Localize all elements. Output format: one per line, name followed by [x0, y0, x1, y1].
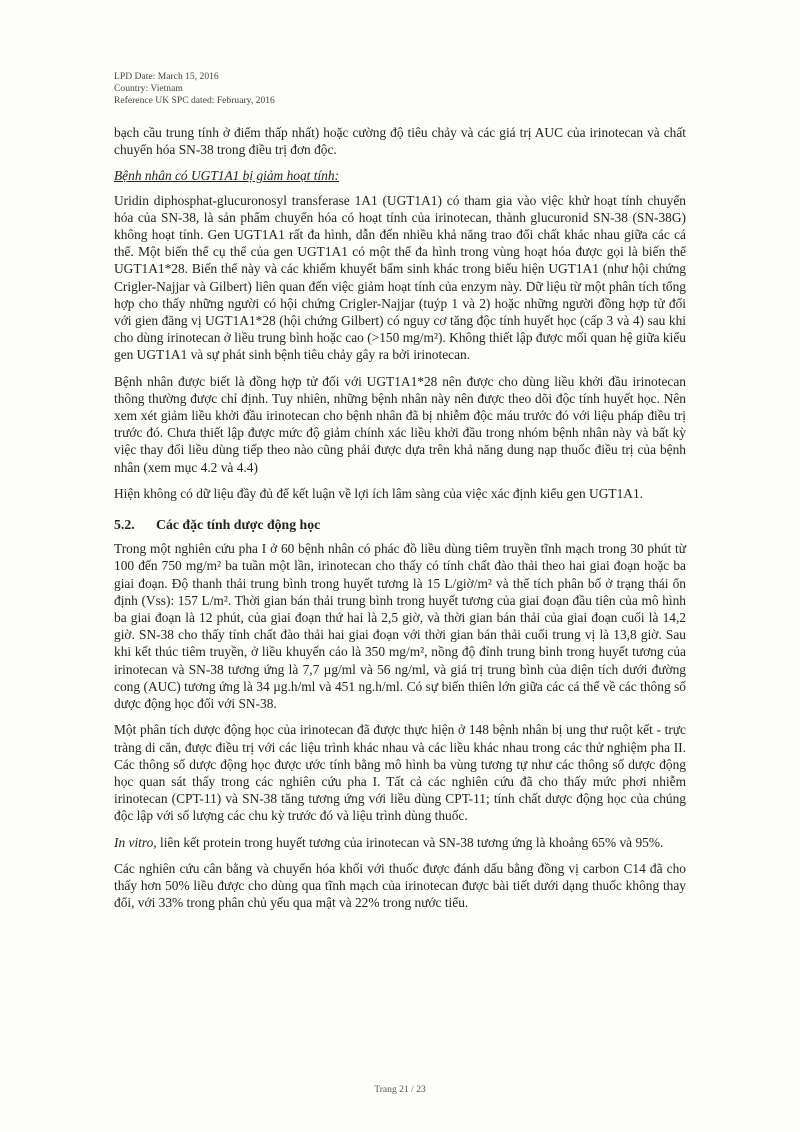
paragraph: Trong một nghiên cứu pha I ở 60 bệnh nhân có phác đồ liều dùng tiêm truyền tĩnh mạch trong 30 phút từ 100 đến 750 mg/m² ba tuần một lần, irinotecan cho thấy có tính chất đào thải theo hai giai đoạn hoặc ba giai đoạn. Độ thanh thải trung bình trong huyết tương là 15 L/giờ/m² và thể tích phân bố ở trạng thái ổn định (Vss): 157 L/m². Thời gian bán thải trung bình trong huyết tương của giai đoạn đầu tiên của mô hình ba giai đoạn là 12 phút, của giai đoạn thứ hai là 2,5 giờ, và thời gian bán thải của giai đoạn cuối là 14,2 giờ. SN-38 cho thấy tính chất đào thải hai giai đoạn với thời gian bán thải cuối trung vị là 13,8 giờ. Sau khi kết thúc tiêm truyền, ở liều khuyến cáo là 350 mg/m², nồng độ đỉnh trung bình trong huyết tương của irinotecan và SN-38 tương ứng là 7,7 µg/ml và 56 ng/ml, và giá trị trung bình của diện tích dưới đường cong (AUC) tương ứng là 34 µg.h/ml và 451 ng.h/ml. Có sự biến thiên lớn giữa các cá thể về các thông số dược động học đối với SN-38. — [114, 541, 686, 712]
document-body — [114, 124, 686, 920]
lpd-date: LPD Date: March 15, 2016 — [114, 71, 219, 82]
paragraph: bạch cầu trung tính ở điểm thấp nhất) hoặc cường độ tiêu chảy và các giá trị AUC của irinotecan và chất chuyển hóa SN-38 trong điều trị đơn độc. — [114, 125, 686, 158]
reference: Reference UK SPC dated: February, 2016 — [114, 94, 275, 106]
country: Country: Vietnam — [114, 82, 183, 94]
paragraph: Hiện không có dữ liệu đầy đủ để kết luận về lợi ích lâm sàng của việc xác định kiểu gen UGT1A1. — [114, 485, 643, 501]
section-heading — [114, 516, 686, 533]
document-header — [114, 71, 275, 106]
section-title: Các đặc tính dược động học — [156, 517, 321, 533]
paragraph — [114, 834, 686, 851]
page-number: Trang 21 / 23 — [374, 1084, 426, 1095]
section-number: 5.2. — [114, 517, 135, 533]
italic-term: In vitro — [114, 834, 154, 850]
paragraph: Bệnh nhân được biết là đồng hợp tử đối với UGT1A1*28 nên được cho dùng liều khởi đầu irinotecan thông thường được chỉ định. Tuy nhiên, những bệnh nhân này nên được theo dõi độc tính huyết học. Nên xem xét giảm liều khởi đầu irinotecan cho bệnh nhân đã bị nhiễm độc máu trước đó với liệu pháp điều trị trước đó. Chưa thiết lập được mức độ giảm chính xác liều khởi đầu trong nhóm bệnh nhân này và bất kỳ việc thay đổi liều dùng tiếp theo nào cũng phải được dựa trên khả năng dung nạp thuốc điều trị của bệnh nhân (xem mục 4.2 và 4.4) — [114, 373, 686, 475]
paragraph: Uridin diphosphat-glucuronosyl transferase 1A1 (UGT1A1) có tham gia vào việc khử hoạt tính chuyển hóa của SN-38, là sản phẩm chuyển hóa có hoạt tính của irinotecan, thành glucuronid SN-38 (SN-38G) không hoạt tính. Gen UGT1A1 rất đa hình, dẫn đến nhiều khả năng trao đổi chất khác nhau giữa các cá thể. Một biến thể cụ thể của gen UGT1A1 có một thể đa hình trong vùng hoạt hóa được gọi là biến thể UGT1A1*28. Biến thể này và các khiếm khuyết bẩm sinh khác trong biểu hiện UGT1A1 (như hội chứng Crigler-Najjar và Gilbert) liên quan đến việc giảm hoạt tính của enzym này. Dữ liệu từ một phân tích tổng hợp cho thấy những người có hội chứng Crigler-Najjar (tuýp 1 và 2) hoặc những người đồng hợp tử đối với gien đăng vị UGT1A1*28 (hội chứng Gilbert) có nguy cơ tăng độc tính huyết học (cấp 3 và 4) sau khi cho dùng irinotecan ở liều trung bình hoặc cao (>150 mg/m²). Không thiết lập được mối quan hệ giữa kiểu gen UGT1A1 và sự phát sinh bệnh tiêu chảy gây ra bởi irinotecan. — [114, 192, 686, 363]
subheading: Bệnh nhân có UGT1A1 bị giảm hoạt tính: — [114, 168, 340, 184]
paragraph: Các nghiên cứu cân bằng và chuyển hóa khối với thuốc được đánh dấu bằng đồng vị carbon C14 đã cho thấy hơn 50% liều được cho dùng qua tĩnh mạch của irinotecan được bài tiết dưới dạng thuốc không thay đổi, với 33% trong phân chủ yếu qua mật và 22% trong nước tiểu. — [114, 860, 686, 911]
paragraph-text: , liên kết protein trong huyết tương của irinotecan và SN-38 tương ứng là khoảng 65% và 95%. — [153, 834, 664, 850]
paragraph: Một phân tích dược động học của irinotecan đã được thực hiện ở 148 bệnh nhân bị ung thư ruột kết - trực tràng di căn, được điều trị với các liệu trình khác nhau và các liều khác nhau trong các thử nghiệm pha II. Các thông số dược động học được ước tính bằng mô hình ba vùng tương tự như các thông số dược động học quan sát thấy trong các nghiên cứu pha I. Tất cả các nghiên cứu đã cho thấy mức phơi nhiễm irinotecan (CPT-11) và SN-38 tăng tương ứng với liều dùng CPT-11; tính chất dược động học của chúng độc lập với số lượng các chu kỳ trước đó và liệu trình dùng thuốc. — [114, 722, 686, 824]
